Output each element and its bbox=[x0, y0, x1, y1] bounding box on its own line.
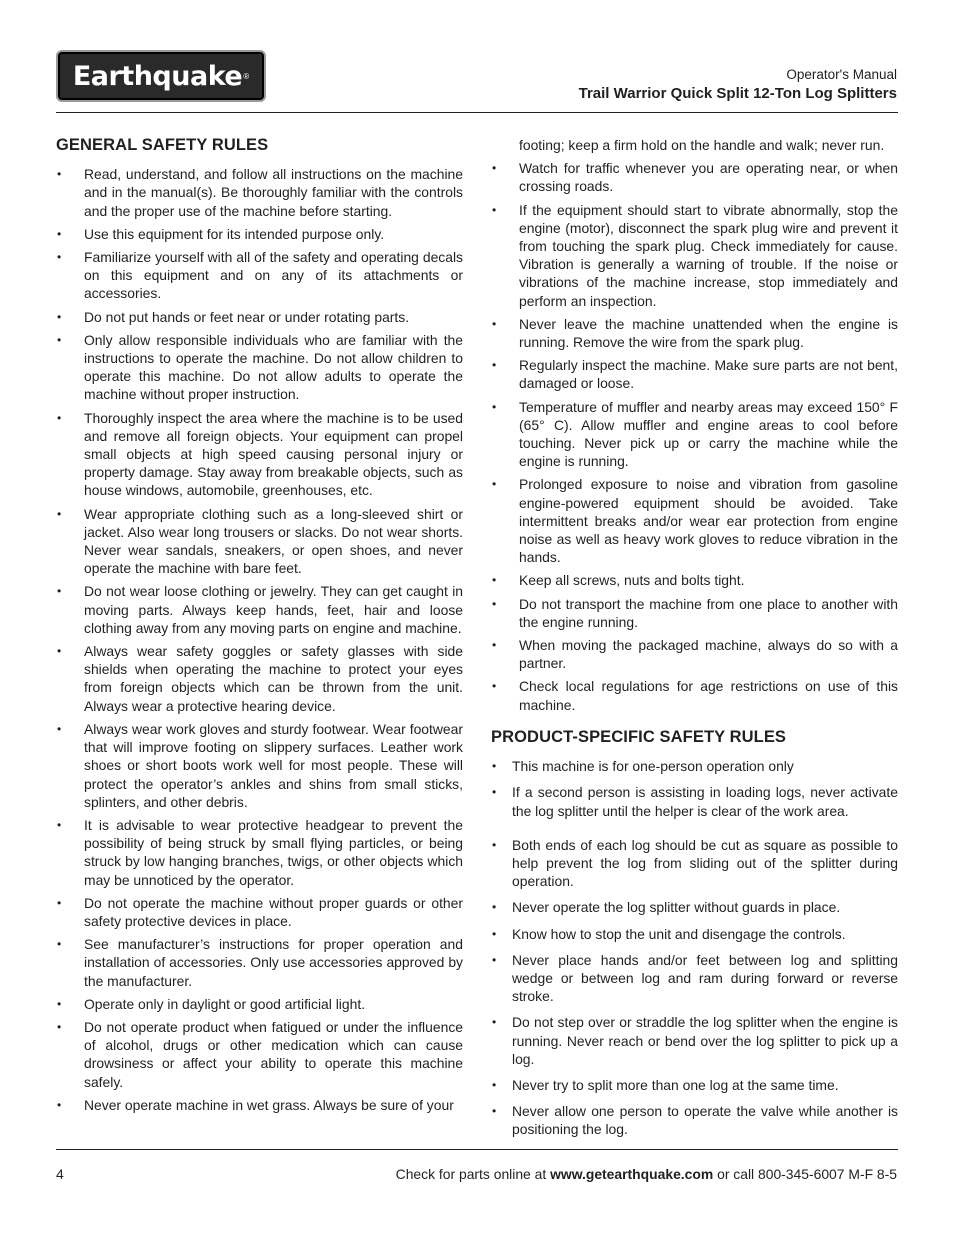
list-item: • Watch for traffic whenever you are operating near, or when crossing roads. bbox=[491, 159, 898, 195]
list-item: • Do not transport the machine from one place to another with the engine running. bbox=[491, 595, 898, 631]
product-safety-heading: PRODUCT-SPECIFIC SAFETY RULES bbox=[491, 727, 787, 746]
list-item: • Prolonged exposure to noise and vibration from gasoline engine-powered equipment should be avoided. Take intermittent breaks and/or wear ear protection from engine noise as well as heavy work gloves to reduce vibration in the hands. bbox=[491, 475, 898, 566]
website-link[interactable]: www.getearthquake.com bbox=[550, 1166, 714, 1182]
general-safety-heading: GENERAL SAFETY RULES bbox=[56, 136, 269, 154]
list-item: • Never operate the log splitter without guards in place. bbox=[491, 898, 898, 916]
footer-divider bbox=[56, 1149, 898, 1150]
registered-mark: ® bbox=[243, 71, 250, 81]
footer-prefix: Check for parts online at bbox=[395, 1166, 551, 1182]
footer-text bbox=[396, 1166, 897, 1182]
left-column bbox=[56, 136, 463, 1119]
list-item: • Do not put hands or feet near or under rotating parts. bbox=[56, 308, 463, 326]
list-item: • Read, understand, and follow all instructions on the machine and in the manual(s). Be thoroughly familiar with the controls and the proper use of the machine before starting. bbox=[56, 165, 463, 220]
logo-text: Earthquake bbox=[72, 60, 243, 92]
list-item: • Check local regulations for age restrictions on use of this machine. bbox=[491, 677, 898, 713]
footer-suffix: or call 800-345-6007 M-F 8-5 bbox=[713, 1166, 897, 1182]
list-item: • Know how to stop the unit and disengage the controls. bbox=[491, 925, 898, 943]
list-item: • When moving the packaged machine, always do so with a partner. bbox=[491, 636, 898, 672]
right-column bbox=[491, 136, 898, 1147]
list-item: • Do not operate the machine without proper guards or other safety protective devices in place. bbox=[56, 894, 463, 930]
product-title: Trail Warrior Quick Split 12-Ton Log Splitters bbox=[578, 85, 897, 102]
general-rules-list-continued bbox=[491, 159, 898, 714]
list-item: • Thoroughly inspect the area where the machine is to be used and remove all foreign objects. Your equipment can propel small objects at high speed causing personal injury or property damage. Stay away from breakable objects, such as house windows, automobile, greenhouses, etc. bbox=[56, 409, 463, 500]
list-item: • Keep all screws, nuts and bolts tight. bbox=[491, 571, 898, 589]
list-item: • Never operate machine in wet grass. Always be sure of your bbox=[56, 1096, 463, 1114]
list-item: • Do not operate product when fatigued or under the influence of alcohol, drugs or other medication which can cause drowsiness or affect your ability to operate this machine safely. bbox=[56, 1018, 463, 1091]
list-item: • Never allow one person to operate the valve while another is positioning the log. bbox=[491, 1102, 898, 1138]
list-item: • Always wear work gloves and sturdy footwear. Wear footwear that will improve footing on slippery surfaces. Leather work shoes or short boots work well for most people. These will protect the operator’s ankles and shins from small sticks, splinters, and other debris. bbox=[56, 720, 463, 811]
list-spacer bbox=[491, 828, 898, 836]
list-item: • Only allow responsible individuals who are familiar with the instructions to operate the machine. Do not allow children to operate this machine. Do not allow adults to operate the machine without proper instruction. bbox=[56, 331, 463, 404]
list-item-continuation: footing; keep a firm hold on the handle and walk; never run. bbox=[519, 137, 885, 153]
list-item: • If a second person is assisting in loading logs, never activate the log splitter until the helper is clear of the work area. bbox=[491, 783, 898, 819]
product-rules-list-b bbox=[491, 836, 898, 1139]
list-item: • Never try to split more than one log at the same time. bbox=[491, 1076, 898, 1094]
list-item: • If the equipment should start to vibrate abnormally, stop the engine (motor), disconnect the spark plug wire and prevent it from touching the spark plug. Check immediately for cause. Vibration is generally a warning of trouble. If the noise or vibrations of the machine increase, stop immediately and perform an inspection. bbox=[491, 201, 898, 310]
list-item: • Use this equipment for its intended purpose only. bbox=[56, 225, 463, 243]
product-rules-list-a bbox=[491, 757, 898, 820]
list-item: • Operate only in daylight or good artificial light. bbox=[56, 995, 463, 1013]
list-item: • See manufacturer’s instructions for proper operation and installation of accessories. Only use accessories approved by the manufacturer. bbox=[56, 935, 463, 990]
list-item: • Do not step over or straddle the log splitter when the engine is running. Never reach or bend over the log splitter to pick up a log. bbox=[491, 1013, 898, 1068]
header-divider bbox=[56, 112, 898, 113]
list-item: • Regularly inspect the machine. Make sure parts are not bent, damaged or loose. bbox=[491, 356, 898, 392]
list-item: • Temperature of muffler and nearby areas may exceed 150° F (65° C). Allow muffler and engine areas to cool before touching. Never pick up or carry the machine while the engine is running. bbox=[491, 398, 898, 471]
list-item: • Familiarize yourself with all of the safety and operating decals on this equipment and on any of its attachments or accessories. bbox=[56, 248, 463, 303]
earthquake-logo bbox=[56, 50, 266, 102]
list-item: • Never place hands and/or feet between log and splitting wedge or between log and ram during forward or reverse stroke. bbox=[491, 951, 898, 1006]
general-rules-list bbox=[56, 165, 463, 1114]
list-item: • Both ends of each log should be cut as square as possible to help prevent the log from sliding out of the splitter during operation. bbox=[491, 836, 898, 891]
list-item: • This machine is for one-person operation only bbox=[491, 757, 898, 775]
manual-label: Operator's Manual bbox=[786, 67, 897, 82]
page-number: 4 bbox=[56, 1166, 64, 1182]
list-item: • Do not wear loose clothing or jewelry. They can get caught in moving parts. Always keep hands, feet, hair and loose clothing away from any moving parts on engine and machine. bbox=[56, 582, 463, 637]
list-item: • Wear appropriate clothing such as a long-sleeved shirt or jacket. Also wear long trousers or slacks. Do not wear shorts. Never wear sandals, sneakers, or open shoes, and never operate the machine with bare feet. bbox=[56, 505, 463, 578]
list-item: • It is advisable to wear protective headgear to prevent the possibility of being struck by small flying particles, or being struck by low hanging branches, twigs, or other objects which may be unnoticed by the operator. bbox=[56, 816, 463, 889]
list-item: • Never leave the machine unattended when the engine is running. Remove the wire from the spark plug. bbox=[491, 315, 898, 351]
list-item: • Always wear safety goggles or safety glasses with side shields when operating the machine to protect your eyes from foreign objects which can be thrown from the unit. Always wear a protective hearing device. bbox=[56, 642, 463, 715]
